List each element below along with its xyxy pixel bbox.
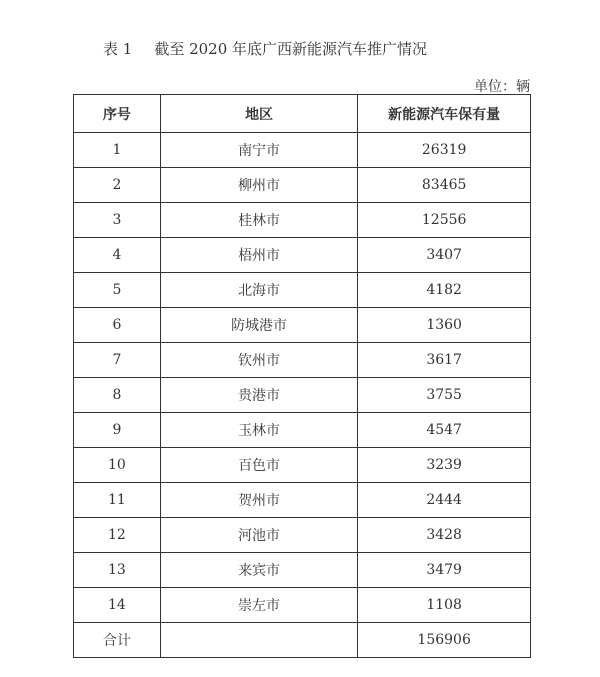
table-row	[74, 448, 531, 483]
header-region: 地区	[160, 95, 358, 133]
count-cell: 3407	[358, 238, 531, 273]
count-cell: 1360	[358, 308, 531, 343]
count-cell: 3428	[358, 518, 531, 553]
index-cell: 10	[74, 448, 161, 483]
count-cell: 12556	[358, 203, 531, 238]
table-row	[74, 203, 531, 238]
region-cell: 河池市	[160, 518, 358, 553]
index-cell: 2	[74, 168, 161, 203]
unit-label: 单位：辆	[474, 79, 530, 95]
count-cell: 1108	[358, 588, 531, 623]
region-cell: 玉林市	[160, 413, 358, 448]
index-cell: 6	[74, 308, 161, 343]
index-cell: 9	[74, 413, 161, 448]
region-cell: 南宁市	[160, 133, 358, 168]
index-cell: 3	[74, 203, 161, 238]
region-cell: 防城港市	[160, 308, 358, 343]
index-cell: 合计	[74, 623, 161, 658]
count-cell: 83465	[358, 168, 531, 203]
region-cell: 梧州市	[160, 238, 358, 273]
table-row	[74, 308, 531, 343]
index-cell: 14	[74, 588, 161, 623]
index-cell: 8	[74, 378, 161, 413]
count-cell: 3239	[358, 448, 531, 483]
region-cell: 贺州市	[160, 483, 358, 518]
table-row	[74, 413, 531, 448]
header-row	[74, 95, 531, 133]
region-cell: 柳州市	[160, 168, 358, 203]
index-cell: 5	[74, 273, 161, 308]
region-cell: 来宾市	[160, 553, 358, 588]
region-cell: 桂林市	[160, 203, 358, 238]
index-cell: 7	[74, 343, 161, 378]
header-index: 序号	[74, 95, 161, 133]
count-cell: 26319	[358, 133, 531, 168]
region-cell: 钦州市	[160, 343, 358, 378]
region-cell: 北海市	[160, 273, 358, 308]
table-row	[74, 168, 531, 203]
table-row	[74, 518, 531, 553]
total-row	[74, 623, 531, 658]
count-cell: 156906	[358, 623, 531, 658]
table-number: 表 1	[103, 40, 133, 58]
data-table	[73, 94, 531, 658]
region-cell: 百色市	[160, 448, 358, 483]
table-row	[74, 553, 531, 588]
table-row	[74, 483, 531, 518]
index-cell: 1	[74, 133, 161, 168]
index-cell: 4	[74, 238, 161, 273]
table-row	[74, 588, 531, 623]
table-row	[74, 238, 531, 273]
region-cell: 贵港市	[160, 378, 358, 413]
table-row	[74, 133, 531, 168]
index-cell: 12	[74, 518, 161, 553]
header-count: 新能源汽车保有量	[358, 95, 531, 133]
table-title: 截至 2020 年底广西新能源汽车推广情况	[154, 40, 428, 58]
table-row	[74, 273, 531, 308]
region-cell	[160, 623, 358, 658]
count-cell: 4182	[358, 273, 531, 308]
index-cell: 11	[74, 483, 161, 518]
table-row	[74, 343, 531, 378]
count-cell: 3479	[358, 553, 531, 588]
count-cell: 2444	[358, 483, 531, 518]
index-cell: 13	[74, 553, 161, 588]
count-cell: 3617	[358, 343, 531, 378]
table-row	[74, 378, 531, 413]
table-caption	[103, 38, 427, 59]
region-cell: 崇左市	[160, 588, 358, 623]
count-cell: 3755	[358, 378, 531, 413]
count-cell: 4547	[358, 413, 531, 448]
